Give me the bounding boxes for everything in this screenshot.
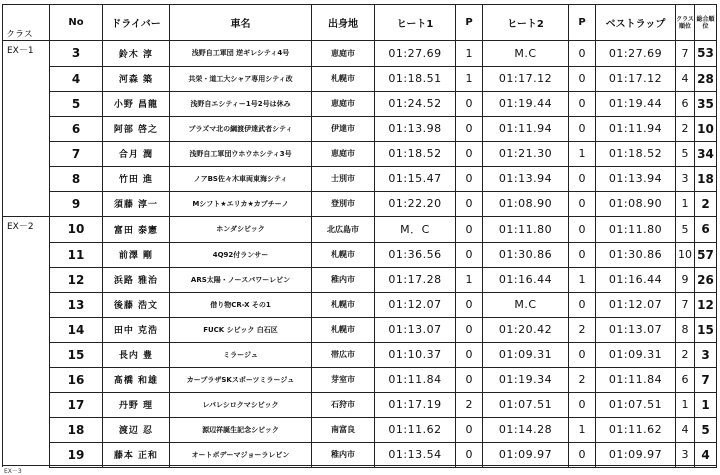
cell-p1: 0 [456,342,483,367]
cell-car: FUCK シビック 白石区 [170,317,312,342]
cell-heat2: 01:21.30 [483,141,569,166]
cell-best-lap: 01:09.97 [596,442,676,467]
cell-no: 11 [50,242,103,267]
cell-p2: 0 [569,166,596,191]
cell-car: カープラザSKスポーツミラージュ [170,367,312,392]
cell-origin: 南富良 [312,417,375,442]
header-heat2: ヒート2 [483,5,569,41]
cell-car: レパレシロクマシビック [170,392,312,417]
next-class-label: EX－3 [4,468,22,475]
header-row [3,5,717,41]
header-best-lap: ベストラップ [596,5,676,41]
cell-class-rank: 2 [676,342,695,367]
cell-best-lap: 01:11.94 [596,116,676,141]
cell-heat2: 01:08.90 [483,191,569,217]
cell-best-lap: 01:30.86 [596,242,676,267]
cell-driver: 富田 泰憲 [103,217,170,243]
cell-driver: 小野 昌龍 [103,91,170,116]
header-class-rank: クラス順位 [676,5,695,41]
cell-total-rank: 57 [695,242,717,267]
cell-origin: 稚内市 [312,267,375,292]
cell-origin: 伊達市 [312,116,375,141]
cell-class-rank: 10 [676,242,695,267]
cell-heat2: 01:30.86 [483,242,569,267]
cell-best-lap: 01:11.84 [596,367,676,392]
cell-best-lap: 01:12.07 [596,292,676,317]
cell-total-rank: 15 [695,317,717,342]
cell-origin: 稚内市 [312,442,375,467]
cell-p2: 0 [569,41,596,67]
cell-total-rank: 6 [695,217,717,243]
cell-car: ノアBS佐々木車両東海シティ [170,166,312,191]
cell-heat1: 01:17.28 [375,267,456,292]
cell-no: 5 [50,91,103,116]
cell-p1: 0 [456,317,483,342]
cell-heat1: 01:12.07 [375,292,456,317]
cell-total-rank: 18 [695,166,717,191]
cell-car: 4Q92付ランサー [170,242,312,267]
cell-heat2: 01:14.28 [483,417,569,442]
table-row [3,417,717,442]
cell-best-lap: 01:16.44 [596,267,676,292]
cell-car: 浅野自工軍団 逆ギレシティ4号 [170,41,312,67]
cell-heat1: 01:13.07 [375,317,456,342]
cell-total-rank: 2 [695,191,717,217]
cell-car: オートボデーマジョーラレビン [170,442,312,467]
table-row [3,116,717,141]
cell-p2: 0 [569,392,596,417]
table-row [3,242,717,267]
class-cell [3,292,50,317]
cell-total-rank: 7 [695,367,717,392]
cell-no: 3 [50,41,103,67]
cell-total-rank: 35 [695,91,717,116]
cell-origin: 北広島市 [312,217,375,243]
cell-best-lap: 01:09.31 [596,342,676,367]
cell-class-rank: 7 [676,41,695,67]
cell-total-rank: 5 [695,417,717,442]
cell-total-rank: 53 [695,41,717,67]
class-label: EX－1 [3,41,50,67]
cell-driver: 丹野 理 [103,392,170,417]
class-cell [3,191,50,217]
cell-driver: 鈴木 淳 [103,41,170,67]
cell-p2: 1 [569,141,596,166]
cell-p2: 0 [569,116,596,141]
table-row [3,367,717,392]
cell-p2: 1 [569,267,596,292]
cell-p1: 0 [456,166,483,191]
table-row [3,66,717,91]
cell-class-rank: 4 [676,417,695,442]
table-row [3,91,717,116]
table-row [3,141,717,166]
cell-heat1: 01:22.20 [375,191,456,217]
class-cell [3,242,50,267]
cell-heat1: M．C [375,217,456,243]
cell-driver: 藤本 正和 [103,442,170,467]
cell-heat1: 01:11.84 [375,367,456,392]
table-row [3,292,717,317]
cell-class-rank: 6 [676,91,695,116]
cell-driver: 前澤 剛 [103,242,170,267]
cell-car: ミラージュ [170,342,312,367]
class-cell [3,342,50,367]
cell-best-lap: 01:11.62 [596,417,676,442]
header-no: No [50,5,103,41]
cell-heat2: 01:16.44 [483,267,569,292]
cell-p1: 1 [456,66,483,91]
cell-no: 18 [50,417,103,442]
cell-class-rank: 2 [676,116,695,141]
cell-origin: 恵庭市 [312,141,375,166]
cell-car: ホンダシビック [170,217,312,243]
cell-origin: 士別市 [312,166,375,191]
class-cell [3,166,50,191]
cell-origin: 芽室市 [312,367,375,392]
header-car: 車名 [170,5,312,41]
cell-origin: 札幌市 [312,66,375,91]
cell-class-rank: 1 [676,191,695,217]
cell-car: 浅野自エシティー1号2号は休み [170,91,312,116]
cell-p1: 0 [456,242,483,267]
table-row [3,317,717,342]
table-row [3,267,717,292]
table-row [3,217,717,243]
cell-p1: 2 [456,392,483,417]
cell-p1: 0 [456,292,483,317]
cell-car: ARS太陽・ノースパワーレビン [170,267,312,292]
cell-total-rank: 4 [695,442,717,467]
cell-origin: 恵庭市 [312,41,375,67]
cell-origin: 帯広市 [312,342,375,367]
cell-heat1: 01:36.56 [375,242,456,267]
cell-heat1: 01:17.19 [375,392,456,417]
cell-heat2: 01:11.80 [483,217,569,243]
cell-class-rank: 3 [676,166,695,191]
cell-driver: 浜路 雅治 [103,267,170,292]
cell-p2: 2 [569,367,596,392]
cell-driver: 長内 豊 [103,342,170,367]
cell-total-rank: 26 [695,267,717,292]
cell-best-lap: 01:19.44 [596,91,676,116]
class-label: EX－2 [3,217,50,243]
cell-p1: 0 [456,417,483,442]
cell-total-rank: 10 [695,116,717,141]
cell-heat2: 01:09.97 [483,442,569,467]
cell-p2: 0 [569,342,596,367]
cell-driver: 竹田 進 [103,166,170,191]
header-p1: P [456,5,483,41]
cell-best-lap: 01:07.51 [596,392,676,417]
cell-total-rank: 1 [695,392,717,417]
cell-class-rank: 4 [676,66,695,91]
table-row [3,342,717,367]
cell-no: 14 [50,317,103,342]
cell-heat2: 01:07.51 [483,392,569,417]
table-row [3,166,717,191]
cell-class-rank: 6 [676,367,695,392]
cell-car: 共栄・道工大シャア専用シティ改 [170,66,312,91]
cell-origin: 石狩市 [312,392,375,417]
cell-best-lap: 01:11.80 [596,217,676,243]
cell-p2: 2 [569,317,596,342]
class-cell [3,317,50,342]
cell-class-rank: 5 [676,217,695,243]
class-cell [3,267,50,292]
cell-best-lap: 01:17.12 [596,66,676,91]
header-heat1: ヒート1 [375,5,456,41]
cell-heat2: 01:20.42 [483,317,569,342]
cell-heat2: 01:09.31 [483,342,569,367]
cell-total-rank: 34 [695,141,717,166]
header-p2: P [569,5,596,41]
cell-p1: 0 [456,116,483,141]
cell-car: 浅野自工軍団ウホウホシティ3号 [170,141,312,166]
cell-heat1: 01:10.37 [375,342,456,367]
cell-driver: 合月 潤 [103,141,170,166]
cell-p1: 0 [456,367,483,392]
cell-class-rank: 9 [676,267,695,292]
cell-total-rank: 12 [695,292,717,317]
cell-no: 19 [50,442,103,467]
cell-p1: 0 [456,91,483,116]
cell-driver: 田中 克浩 [103,317,170,342]
cell-heat2: M.C [483,41,569,67]
cell-p1: 1 [456,267,483,292]
cell-origin: 恵庭市 [312,91,375,116]
cell-origin: 登別市 [312,191,375,217]
cell-heat1: 01:27.69 [375,41,456,67]
cell-no: 7 [50,141,103,166]
results-body [3,41,717,468]
table-row [3,392,717,417]
class-cell [3,442,50,467]
cell-no: 16 [50,367,103,392]
header-driver: ドライバー [103,5,170,41]
cell-best-lap: 01:08.90 [596,191,676,217]
cell-class-rank: 8 [676,317,695,342]
cell-heat1: 01:13.54 [375,442,456,467]
cell-best-lap: 01:27.69 [596,41,676,67]
cell-p2: 1 [569,417,596,442]
cell-driver: 阿部 啓之 [103,116,170,141]
header-class: クラス [3,5,50,41]
cell-car: 借り物CR-X その1 [170,292,312,317]
cell-heat1: 01:11.62 [375,417,456,442]
cell-heat2: 01:13.94 [483,166,569,191]
class-cell [3,66,50,91]
header-origin: 出身地 [312,5,375,41]
cell-origin: 札幌市 [312,317,375,342]
cell-p1: 0 [456,217,483,243]
cell-heat2: 01:19.44 [483,91,569,116]
cell-origin: 札幌市 [312,292,375,317]
cell-car: プラズマ北の綱渡伊達武者シティ [170,116,312,141]
results-table [2,4,717,468]
cell-best-lap: 01:13.94 [596,166,676,191]
class-cell [3,141,50,166]
cell-best-lap: 01:18.52 [596,141,676,166]
cell-heat1: 01:15.47 [375,166,456,191]
cell-heat1: 01:24.52 [375,91,456,116]
cell-driver: 河森 築 [103,66,170,91]
cell-driver: 後藤 浩文 [103,292,170,317]
cell-no: 12 [50,267,103,292]
cell-heat2: 01:17.12 [483,66,569,91]
cell-heat2: 01:11.94 [483,116,569,141]
cell-heat2: 01:19.34 [483,367,569,392]
cell-total-rank: 28 [695,66,717,91]
class-cell [3,91,50,116]
cell-p2: 0 [569,442,596,467]
header-total-rank: 総合順位 [695,5,717,41]
cell-class-rank: 3 [676,442,695,467]
class-cell [3,392,50,417]
cell-p1: 0 [456,442,483,467]
cell-p1: 0 [456,191,483,217]
table-row [3,191,717,217]
cell-p2: 0 [569,191,596,217]
cell-heat1: 01:18.51 [375,66,456,91]
cell-p1: 0 [456,141,483,166]
class-cell [3,116,50,141]
cell-class-rank: 7 [676,292,695,317]
cell-heat2: M.C [483,292,569,317]
cell-car: Mシフト★エリカ★カプチーノ [170,191,312,217]
cell-p1: 1 [456,41,483,67]
cell-no: 6 [50,116,103,141]
cell-class-rank: 5 [676,141,695,166]
cell-no: 8 [50,166,103,191]
cell-total-rank: 3 [695,342,717,367]
table-row [3,442,717,467]
cell-best-lap: 01:13.07 [596,317,676,342]
cell-origin: 札幌市 [312,242,375,267]
cell-no: 9 [50,191,103,217]
table-row [3,41,717,67]
class-cell [3,417,50,442]
cell-heat1: 01:13.98 [375,116,456,141]
cell-no: 17 [50,392,103,417]
cell-driver: 渡辺 忍 [103,417,170,442]
cell-no: 10 [50,217,103,243]
cell-p2: 0 [569,91,596,116]
class-cell [3,367,50,392]
cell-p2: 0 [569,66,596,91]
cell-class-rank: 1 [676,392,695,417]
cell-no: 15 [50,342,103,367]
cell-no: 4 [50,66,103,91]
cell-car: 源辺祥誕生記念シビック [170,417,312,442]
cell-driver: 髙橋 和雄 [103,367,170,392]
cell-no: 13 [50,292,103,317]
cell-p2: 0 [569,292,596,317]
cell-driver: 須藤 淳一 [103,191,170,217]
cell-p2: 0 [569,242,596,267]
cell-heat1: 01:18.52 [375,141,456,166]
cell-p2: 0 [569,217,596,243]
